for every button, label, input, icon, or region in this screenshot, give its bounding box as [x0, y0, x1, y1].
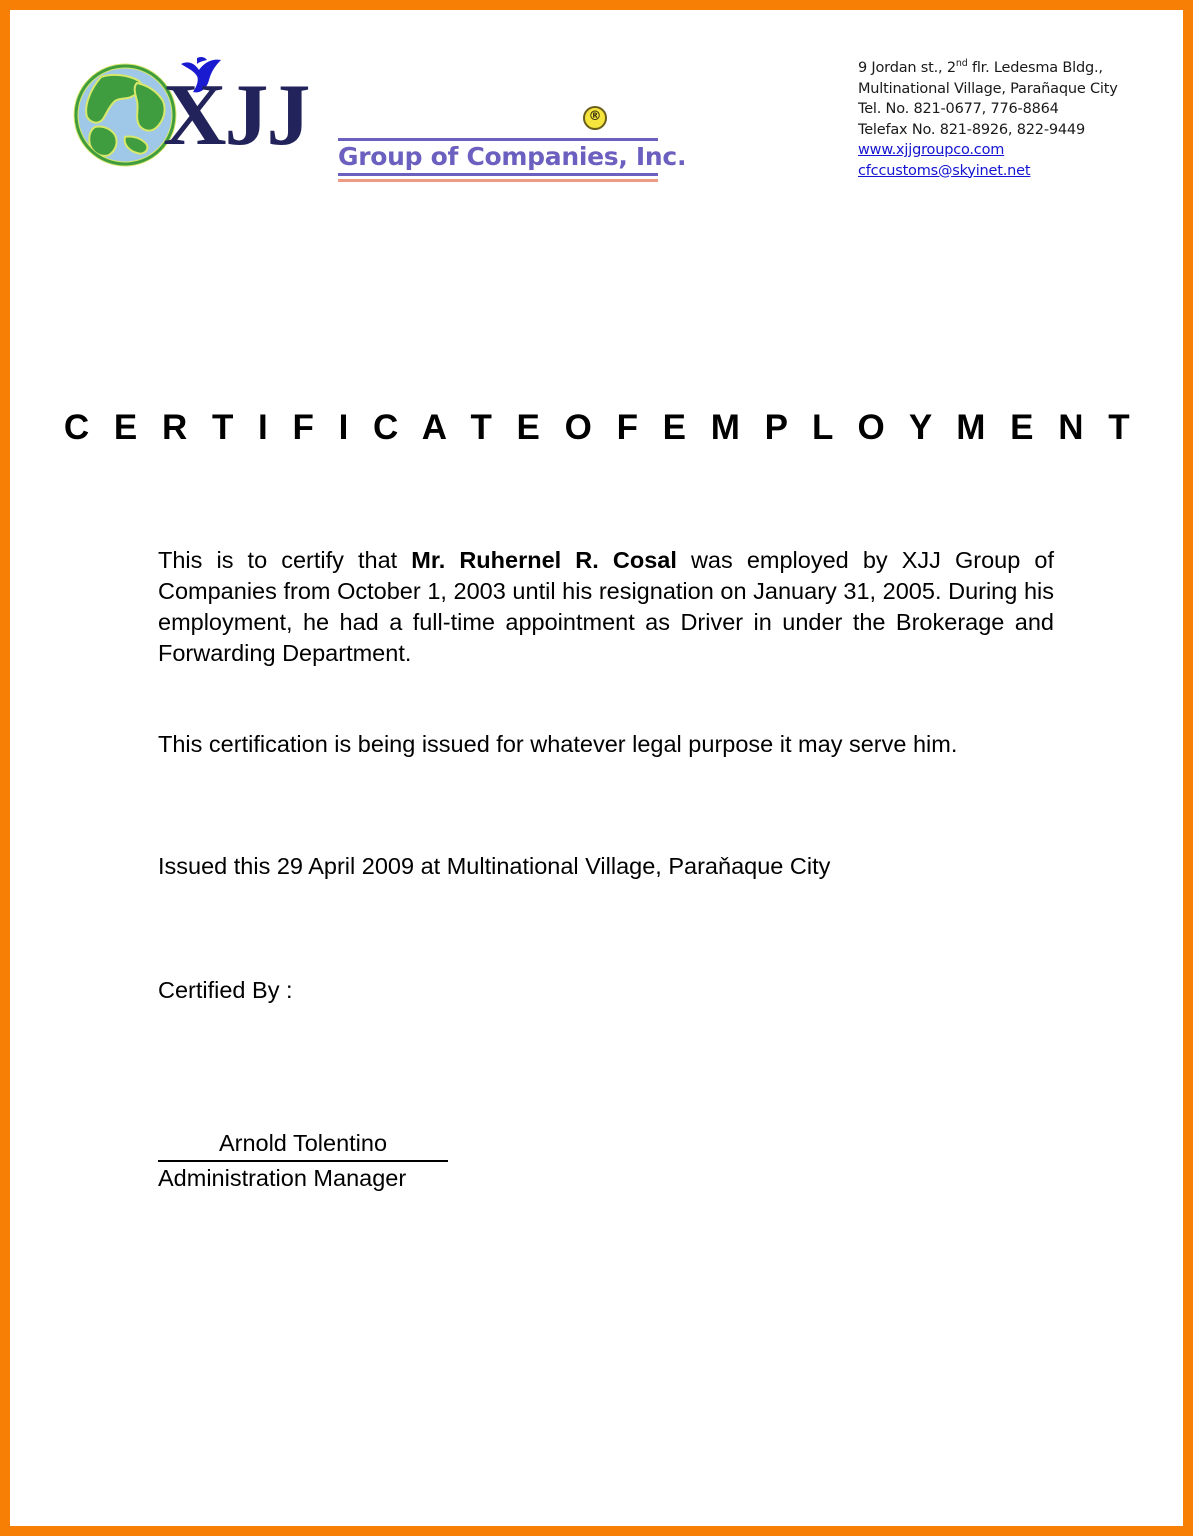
email-link-wrapper: [858, 161, 1158, 182]
address-line-1-part-b: flr. Ledesma Bldg.,: [967, 60, 1103, 76]
signatory-name: Arnold Tolentino: [158, 1128, 448, 1162]
address-telephone: Tel. No. 821-0677, 776-8864: [858, 101, 1059, 117]
address-line-1-part-a: 9 Jordan st., 2: [858, 60, 956, 76]
website-link[interactable]: www.xjjgroupco.com: [858, 142, 1005, 158]
issued-statement: Issued this 29 April 2009 at Multinational Village, Paraňaque City: [158, 853, 831, 879]
email-link[interactable]: cfccustoms@skyinet.net: [858, 162, 1031, 179]
certification-paragraph-2: This certification is being issued for whatever legal purpose it may serve him.: [158, 731, 958, 757]
letterhead: [10, 10, 1183, 190]
paragraph-1-intro: This is to certify that: [158, 547, 412, 573]
company-logo: [65, 50, 687, 190]
tagline-rule-bottom: [338, 179, 658, 182]
globe-icon: [73, 63, 177, 167]
signature-block: [158, 1128, 448, 1195]
logo-tagline-block: [338, 138, 687, 182]
certified-by-label: Certified By :: [158, 977, 293, 1003]
certification-paragraph-1: [158, 545, 1054, 669]
document-sheet: [10, 10, 1183, 1526]
tagline-rule-middle: [338, 173, 658, 176]
address-ordinal-suffix: nd: [955, 58, 968, 70]
employee-name: Mr. Ruhernel R. Cosal: [411, 547, 677, 573]
registered-trademark-icon: ®: [583, 106, 607, 130]
address-line-1: [858, 58, 1158, 79]
address-line-2: Multinational Village, Parañaque City: [858, 80, 1118, 97]
tagline-rule-top: [338, 138, 658, 141]
company-address-block: [858, 58, 1158, 181]
paragraph-1-details: was employed by XJJ Group of Companies from October 1, 2003 until his resignation on January 31, 2005. During his employment, he had a full-time appointment as Driver in under the Brokerage and Forwarding Department.: [158, 547, 1055, 666]
document-title: C E R T I F I C A T E O F E M P L O Y M E N T: [63, 408, 1138, 447]
signatory-position: Administration Manager: [158, 1165, 407, 1191]
logo-tagline: Group of Companies, Inc.: [338, 142, 687, 171]
address-telefax: Telefax No. 821-8926, 822-9449: [858, 121, 1085, 138]
website-link-wrapper: [858, 140, 1158, 161]
brand-mark: XJJ: [163, 67, 309, 164]
